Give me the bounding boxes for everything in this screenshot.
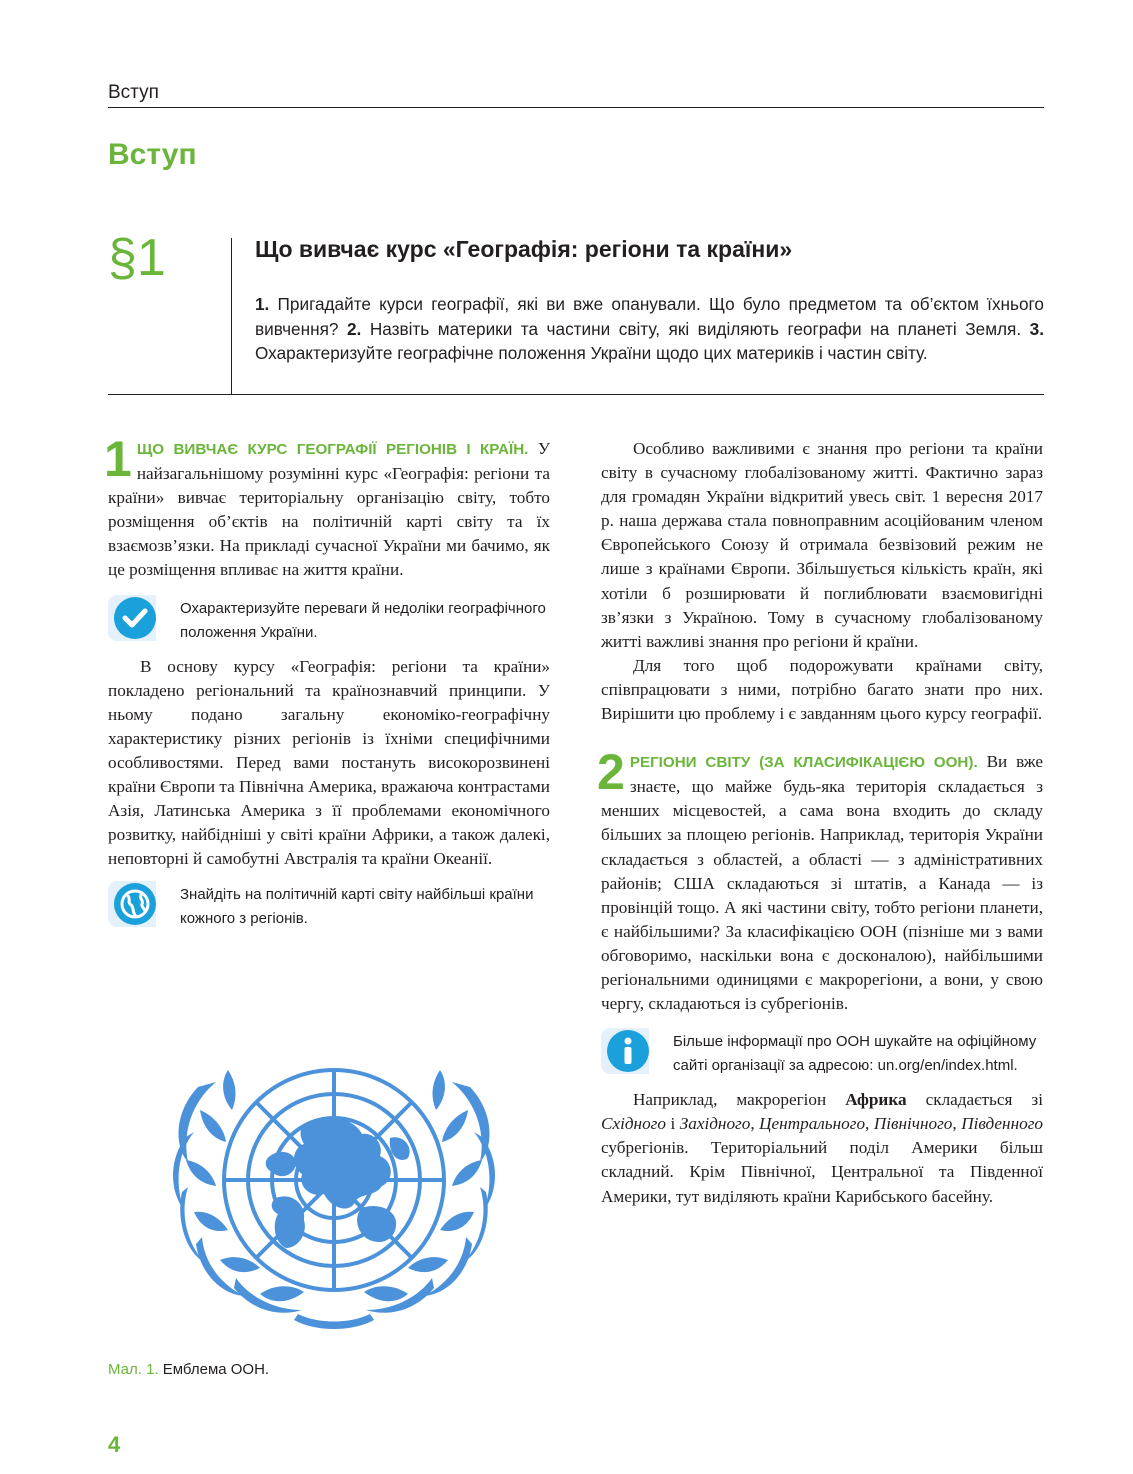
task-note-2-text: Знайдіть на політичній карті світу найбільші країни кожного з регіонів. <box>180 886 534 928</box>
africa-term: Африка <box>845 1090 907 1110</box>
question-number: 3. <box>1029 318 1044 339</box>
info-note-text: Більше інформації про ООН шукайте на офіційному сайті організації за адресою: un.org/en/index.html. <box>673 1033 1037 1075</box>
paragraph-mark: §1 <box>108 229 166 287</box>
question-text: Пригадайте курси географії, які ви вже опанували. Що було предметом та об’єктом їхнього вивчення? <box>255 294 1044 339</box>
section-1-number: 1 <box>104 431 132 487</box>
right-column <box>597 437 1044 1209</box>
section-2-number: 2 <box>597 744 625 801</box>
info-note <box>601 1030 1043 1078</box>
lesson-rule <box>108 394 1044 395</box>
section-2-text: Ви вже знаєте, що майже будь-яка територія складається з менших місцевостей, а сама вона входить до складу більших за площею регіонів. Наприклад, територія України складається з областей, а області — з адміністративних районів; США складаються зі штатів, а Канада — із провінцій тощо. А які частини світу, тобто регіони планети, є найбільшими? За класифікацією ООН (пізніше ми з вами обговоримо, наскільки вона є досконалою), найбільшими регіональними одиницями є макрорегіони, а вони, у свою чергу, складаються із субрегіонів. <box>601 752 1043 1014</box>
section-2-paragraph <box>597 744 1043 1016</box>
figure-caption <box>108 1361 269 1378</box>
question-text: Назвіть материки та частини світу, які виділяють географи на планеті Земля. <box>361 318 1030 339</box>
lesson-divider <box>231 238 232 394</box>
section-1-paragraph-2: В основу курсу «Географія: регіони та країни» покладено регіональний та країнознавчий принципи. У ньому подано загальну економіко-географічну характеристику різних регіонів із їхніми специфічними особливостями. Перед вами постануть високорозвинені країни Європи та Північна Америка, вражаюча контрастами Азія, Латинська Америка з її проблемами економічного розвитку, найбідніші у світі країни Африки, а також далекі, неповторні й самобутні Австралія та країни Океанії. <box>108 656 550 869</box>
section-2-heading: РЕГІОНИ СВІТУ (ЗА КЛАСИФІКАЦІЄЮ ООН). <box>629 754 978 772</box>
info-icon <box>601 1028 649 1074</box>
task-note-1 <box>108 597 550 645</box>
header-rule <box>108 107 1044 108</box>
section-1-heading: ЩО ВИВЧАЄ КУРС ГЕОГРАФІЇ РЕГІОНІВ І КРАЇН. <box>136 441 529 458</box>
question-number: 1. <box>255 294 270 314</box>
page-number: 4 <box>108 1432 121 1457</box>
right-paragraph-1: Особливо важливими є знання про регіони та країни світу в сучасному глобалізованому житті. Фактично зараз для громадян України відкритий увесь світ. 1 вересня 2017 р. наша держава стала повноправним асоційованим членом Європейського Союзу й отримала безвізовий режим не лише з країнами Європи. Збільшується кількість країн, які хотіли б розширювати й поглиблювати взаємовигідні зв’язки з Україною. Тому в сучасному глобалізованому житті важливі знання про регіони й країни. <box>601 439 1043 651</box>
globe-icon <box>108 881 156 927</box>
figure-caption-text: Емблема ООН. <box>158 1361 270 1378</box>
section-1-text: У найзагальнішому розумінні курс «Географія: регіони та країни» вивчає територіальну організацію світу, тобто розміщення об’єктів на політичній карті світу та їх взаємозв’язки. На прикладі сучасної України ми бачимо, як це розміщення впливає на життя країни. <box>108 439 550 580</box>
un-emblem <box>158 1052 510 1352</box>
question-number: 2. <box>346 318 362 339</box>
lesson-questions <box>255 292 1044 366</box>
left-column <box>104 431 550 941</box>
section-2-paragraph-2: Наприклад, макрорегіон Африка складається зі Східного і Західного, Центрального, Північного, Південного субрегіонів. Територіальний поділ Америки більш складний. Крім Північної, Центральної та Південної Америки, тут виділяють країни Карибського басейну. <box>601 1090 1044 1206</box>
running-head: Вступ <box>108 82 159 103</box>
figure-label: Мал. 1. <box>108 1361 159 1378</box>
right-paragraph-2: Для того щоб подорожувати країнами світу, співпрацювати з ними, потрібно багато знати про них. Вирішити цю проблему і є завданням цього курсу географії. <box>601 655 1043 724</box>
task-note-2 <box>108 883 550 931</box>
check-icon <box>108 595 156 641</box>
question-text: Охарактеризуйте географічне положення України щодо цих материків і частин світу. <box>255 343 928 363</box>
lesson-title: Що вивчає курс «Географія: регіони та країни» <box>255 236 793 262</box>
chapter-title: Вступ <box>108 138 197 171</box>
task-note-1-text: Охарактеризуйте переваги й недоліки географічного положення України. <box>180 599 546 641</box>
section-1-paragraph <box>104 431 550 583</box>
